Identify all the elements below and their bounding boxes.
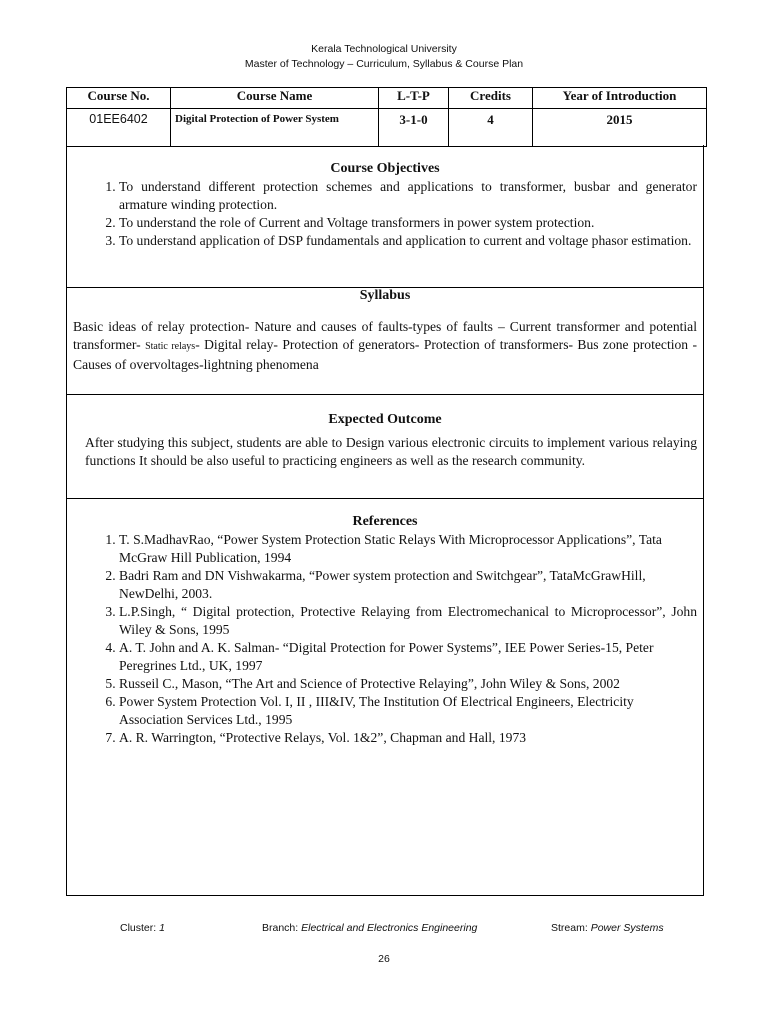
cluster-label: Cluster:: [120, 922, 160, 934]
outcome-text: After studying this subject, students are able to Design various electronic circuits to implement various relaying functions It should be also useful to practicing engineers as well as the research community.: [85, 435, 697, 468]
header-credits: Credits: [449, 88, 533, 109]
objective-item: 1. To understand different protection schemes and applications to transformer, busbar and generator armature winding protection.: [119, 178, 697, 214]
syllabus-text: [73, 318, 697, 374]
year-cell: 2015: [533, 109, 707, 147]
course-no-cell: 01EE6402: [67, 109, 171, 147]
page-header: [0, 42, 768, 72]
objectives-list: [67, 178, 703, 250]
stream-value: Power Systems: [590, 922, 664, 934]
outcome-title: Expected Outcome: [328, 412, 442, 427]
ltp-cell: 3-1-0: [379, 109, 449, 147]
footer-branch: [262, 922, 477, 934]
reference-item: 7. A. R. Warrington, “Protective Relays, Vol. 1&2”, Chapman and Hall, 1973: [119, 729, 697, 747]
branch-value: Electrical and Electronics Engineering: [301, 922, 478, 934]
objective-item: 2. To understand the role of Current and Voltage transformers in power system protection.: [119, 214, 697, 232]
branch-label: Branch:: [262, 922, 302, 934]
outcome-section: [66, 395, 704, 499]
course-table-row: [67, 109, 707, 147]
university-name: Kerala Technological University: [311, 43, 457, 55]
header-ltp: L-T-P: [379, 88, 449, 109]
header-course-name: Course Name: [171, 88, 379, 109]
syllabus-text-part1: Basic ideas of relay protection- Nature and causes of faults-types of faults – Current transformer and potential transformer-: [73, 319, 697, 352]
cluster-value: 1: [159, 922, 165, 934]
course-table-header-row: [67, 88, 707, 109]
credits-cell: 4: [449, 109, 533, 147]
reference-item: 3. L.P.Singh, “ Digital protection, Protective Relaying from Electromechanical to Microprocessor”, John Wiley & Sons, 1995: [119, 603, 697, 639]
stream-label: Stream:: [551, 922, 591, 934]
objectives-section: [66, 145, 704, 288]
header-course-no: Course No.: [67, 88, 171, 109]
objective-item: 3. To understand application of DSP fundamentals and application to current and voltage phasor estimation.: [119, 232, 697, 250]
syllabus-text-small: Static relays: [145, 341, 196, 352]
course-info-table: [66, 87, 707, 147]
reference-item: 4. A. T. John and A. K. Salman- “Digital Protection for Power Systems”, IEE Power Series-15, Peter Peregrines Ltd., UK, 1997: [119, 639, 697, 675]
syllabus-text-part2: - Digital relay- Protection of generators- Protection of transformers- Bus zone protection - Causes of overvoltages-lightning phenomena: [73, 337, 698, 372]
document-subtitle: Master of Technology – Curriculum, Syllabus & Course Plan: [244, 58, 524, 70]
reference-item: 1. T. S.MadhavRao, “Power System Protection Static Relays With Microprocessor Applications”, Tata McGraw Hill Publication, 1994: [119, 531, 697, 567]
header-year: Year of Introduction: [533, 88, 707, 109]
reference-item: 2. Badri Ram and DN Vishwakarma, “Power system protection and Switchgear”, TataMcGrawHill, NewDelhi, 2003.: [119, 567, 697, 603]
references-list: [67, 531, 703, 747]
footer-stream: [551, 922, 664, 934]
syllabus-title: Syllabus: [359, 288, 411, 303]
references-section: [66, 499, 704, 896]
page-number: 26: [378, 953, 390, 965]
reference-item: 6. Power System Protection Vol. I, II , III&IV, The Institution Of Electrical Engineers, Electricity Association Services Ltd., 1995: [119, 693, 697, 729]
syllabus-section: [66, 288, 704, 395]
footer-cluster: [120, 922, 165, 934]
reference-item: 5. Russeil C., Mason, “The Art and Science of Protective Relaying”, John Wiley & Sons, 2002: [119, 675, 697, 693]
course-name-cell: Digital Protection of Power System: [171, 109, 379, 147]
objectives-title: Course Objectives: [330, 161, 440, 176]
references-title: References: [352, 514, 418, 529]
